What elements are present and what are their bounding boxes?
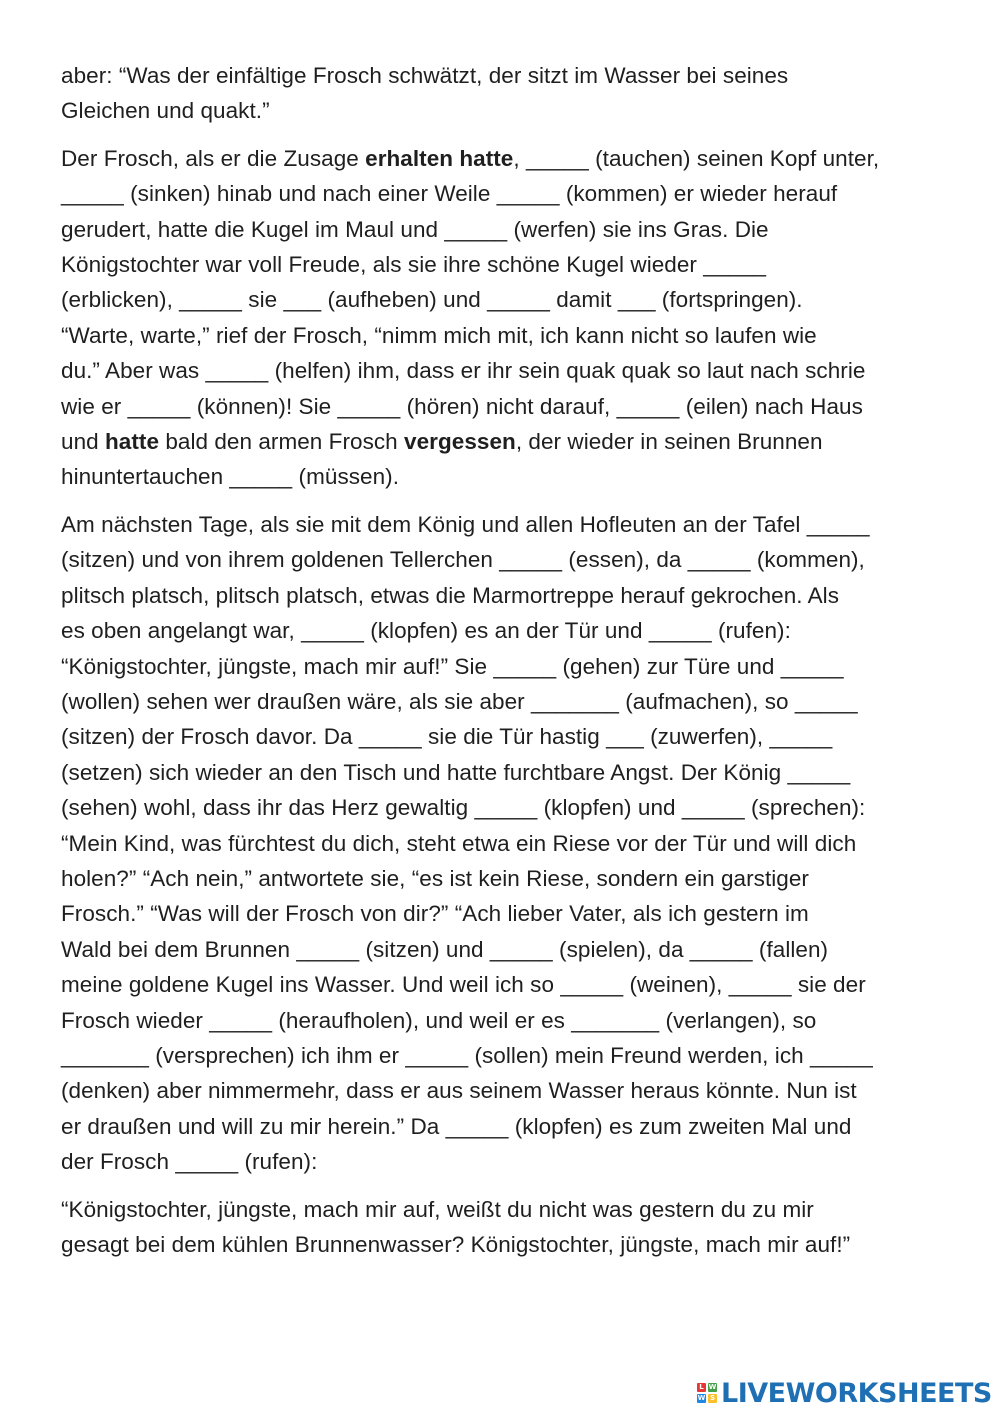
text-segment: “Königstochter, jüngste, mach mir auf!” Sie _____ (gehen) zur Türe und _____ (61, 653, 844, 679)
text-line (61, 141, 941, 176)
text-line (61, 353, 941, 388)
text-line (61, 861, 941, 896)
text-line (61, 507, 941, 542)
text-line (61, 755, 941, 790)
text-line (61, 93, 941, 128)
liveworksheets-branding (697, 1378, 992, 1408)
text-segment: _______ (versprechen) ich ihm er _____ (sollen) mein Freund werden, ich _____ (61, 1042, 873, 1068)
text-segment: plitsch platsch, plitsch platsch, etwas die Marmortreppe herauf gekrochen. Als (61, 582, 840, 608)
text-segment: wie er _____ (können)! Sie _____ (hören) nicht darauf, _____ (eilen) nach Haus (61, 393, 863, 419)
text-segment: es oben angelangt war, _____ (klopfen) es an der Tür und _____ (rufen): (61, 618, 791, 644)
text-segment: (wollen) sehen wer draußen wäre, als sie aber _______ (aufmachen), so _____ (61, 688, 858, 714)
text-segment: der Frosch _____ (rufen): (61, 1149, 318, 1175)
text-segment: (sitzen) und von ihrem goldenen Tellerchen _____ (essen), da _____ (kommen), (61, 547, 865, 573)
text-segment: holen?” “Ach nein,” antwortete sie, “es ist kein Riese, sondern ein garstiger (61, 865, 809, 891)
text-segment: Frosch wieder _____ (heraufholen), und weil er es _______ (verlangen), so (61, 1007, 817, 1033)
text-line (61, 212, 941, 247)
text-line (61, 932, 941, 967)
text-segment: , der wieder in seinen Brunnen (515, 429, 823, 455)
text-line (61, 719, 941, 754)
text-segment: Königstochter war voll Freude, als sie ihre schöne Kugel wieder _____ (61, 252, 767, 278)
text-line (61, 1109, 941, 1144)
text-segment: gerudert, hatte die Kugel im Maul und _____ (werfen) sie ins Gras. Die (61, 216, 769, 242)
text-line (61, 613, 941, 648)
text-line (61, 826, 941, 861)
paragraph (61, 1192, 941, 1263)
text-segment: er draußen und will zu mir herein.” Da _____ (klopfen) es zum zweiten Mal und (61, 1113, 852, 1139)
text-segment: Wald bei dem Brunnen _____ (sitzen) und _____ (spielen), da _____ (fallen) (61, 936, 829, 962)
text-line (61, 1038, 941, 1073)
text-line (61, 247, 941, 282)
text-line (61, 1227, 941, 1262)
logo-square: W (697, 1394, 706, 1402)
text-segment: _____ (sinken) hinab und nach einer Weile _____ (kommen) er wieder herauf (61, 181, 838, 207)
text-line (61, 790, 941, 825)
logo-square: L (697, 1383, 706, 1392)
paragraph (61, 507, 941, 1180)
text-line (61, 424, 941, 459)
text-line (61, 1144, 941, 1179)
text-segment: (denken) aber nimmermehr, dass er aus seinem Wasser heraus könnte. Nun ist (61, 1078, 857, 1104)
text-line (61, 176, 941, 211)
text-line (61, 967, 941, 1002)
text-segment: aber: “Was der einfältige Frosch schwätzt, der sitzt im Wasser bei seines (61, 63, 789, 88)
bold-text: hatte (105, 429, 160, 455)
text-segment: du.” Aber was _____ (helfen) ihm, dass er ihr sein quak quak so laut nach schrie (61, 358, 866, 384)
text-line (61, 578, 941, 613)
text-segment: Gleichen und quakt.” (61, 98, 270, 124)
logo-square: W (708, 1383, 717, 1391)
bold-text: erhalten hatte (365, 145, 514, 171)
text-segment: hinuntertauchen _____ (müssen). (61, 464, 400, 490)
text-line (61, 684, 941, 719)
bold-text: vergessen (404, 429, 516, 455)
text-line (61, 649, 941, 684)
text-segment: “Mein Kind, was fürchtest du dich, steht etwa ein Riese vor der Tür und will dich (61, 830, 857, 856)
text-line (61, 1073, 941, 1108)
text-segment: und (61, 429, 105, 455)
text-line (61, 318, 941, 353)
worksheet-page (61, 58, 941, 1274)
text-line (61, 896, 941, 931)
logo-square: S (709, 1394, 716, 1402)
paragraph (61, 141, 941, 495)
text-segment: , _____ (tauchen) seinen Kopf unter, (513, 145, 880, 171)
text-line (61, 389, 941, 424)
paragraph (61, 58, 941, 129)
text-segment: (sehen) wohl, dass ihr das Herz gewaltig _____ (klopfen) und _____ (sprechen): (61, 795, 866, 821)
text-segment: Der Frosch, als er die Zusage (61, 145, 366, 171)
text-segment: Am nächsten Tage, als sie mit dem König und allen Hofleuten an der Tafel _____ (61, 511, 870, 537)
text-line (61, 58, 941, 93)
text-segment: (erblicken), _____ sie ___ (aufheben) und _____ damit ___ (fortspringen). (61, 287, 803, 313)
liveworksheets-logo-icon (697, 1383, 717, 1403)
text-segment: (sitzen) der Frosch davor. Da _____ sie die Tür hastig ___ (zuwerfen), _____ (61, 724, 833, 750)
text-segment: “Königstochter, jüngste, mach mir auf, weißt du nicht was gestern du zu mir (61, 1196, 814, 1222)
text-segment: gesagt bei dem kühlen Brunnenwasser? Königstochter, jüngste, mach mir auf!” (61, 1232, 851, 1257)
worksheet-text (61, 58, 941, 1262)
text-segment: bald den armen Frosch (159, 429, 405, 455)
text-segment: (setzen) sich wieder an den Tisch und hatte furchtbare Angst. Der König _____ (61, 759, 851, 785)
brand-name: LIVEWORKSHEETS (721, 1377, 992, 1409)
text-line (61, 542, 941, 577)
text-segment: meine goldene Kugel ins Wasser. Und weil ich so _____ (weinen), _____ sie der (61, 972, 866, 998)
text-segment: Frosch.” “Was will der Frosch von dir?” “Ach lieber Vater, als ich gestern im (61, 901, 809, 927)
text-line (61, 1003, 941, 1038)
text-segment: “Warte, warte,” rief der Frosch, “nimm mich mit, ich kann nicht so laufen wie (61, 322, 817, 348)
text-line (61, 1192, 941, 1227)
text-line (61, 282, 941, 317)
text-line (61, 459, 941, 494)
